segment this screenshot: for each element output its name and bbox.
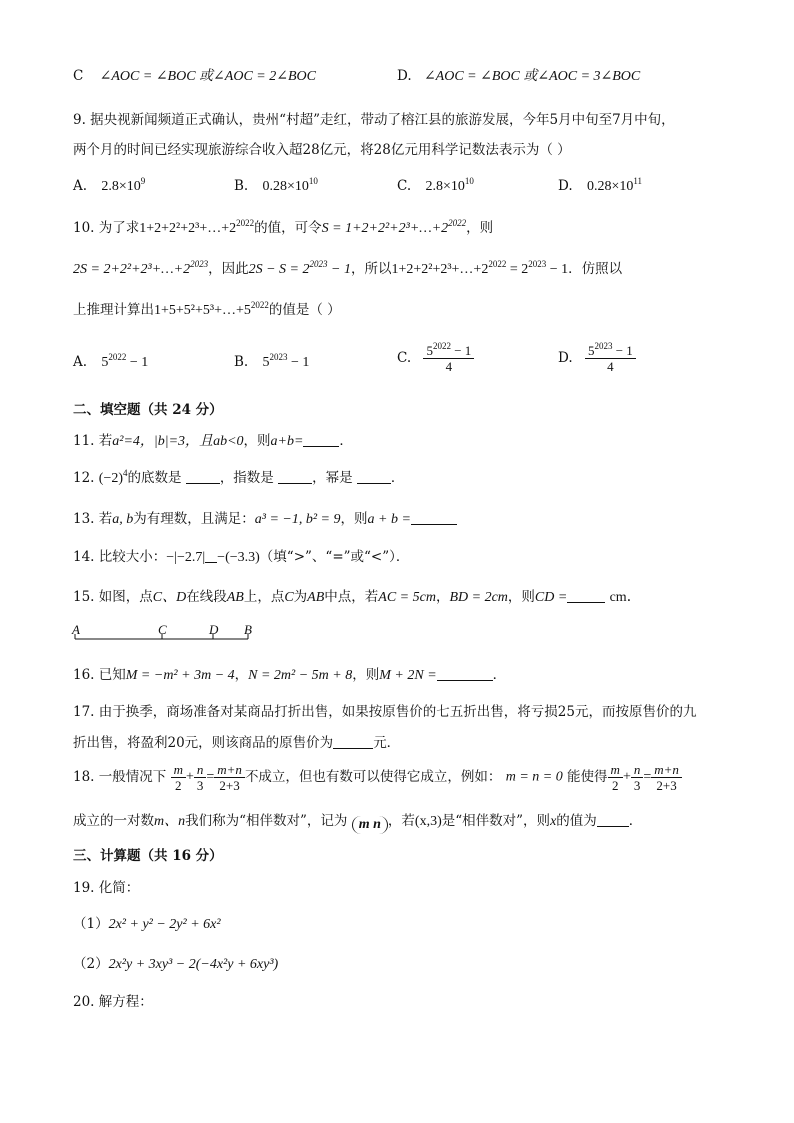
text: 元．	[373, 735, 401, 751]
text: ，则	[352, 667, 380, 683]
expr-exponent: 2022	[250, 300, 269, 310]
expr: N = 2m² − 5m + 8	[248, 668, 353, 683]
option-exponent: 11	[633, 176, 643, 186]
text: ，因此	[208, 261, 249, 277]
option-mantissa: 2.8×10	[101, 179, 141, 194]
fraction-n-over-3	[194, 762, 207, 793]
text: 能使得	[567, 768, 608, 785]
expr-base: S = 1+2+2²+2³+…+2	[321, 221, 449, 236]
expr: m = n = 0	[505, 769, 563, 785]
fraction-numerator	[423, 343, 474, 359]
answer-blank[interactable]	[437, 668, 493, 681]
part-label: （1）	[73, 916, 109, 932]
option-text	[101, 352, 149, 370]
expr-base: (−2)	[98, 471, 124, 486]
equals-sign: =	[206, 769, 215, 785]
pair-notation: m n	[352, 816, 388, 834]
option-text: ∠AOC = ∠BOC 或∠AOC = 3∠BOC	[423, 69, 641, 84]
text: ．仿照以	[568, 261, 623, 277]
expr: a+b=	[270, 434, 304, 449]
text: 的值为	[556, 813, 597, 829]
answer-blank[interactable]	[357, 471, 391, 484]
fraction-numerator: m+n	[214, 762, 245, 778]
expr: AB	[226, 590, 244, 605]
answer-blank[interactable]	[303, 434, 339, 447]
q14	[73, 550, 409, 565]
q16	[73, 668, 506, 683]
expr-tail: − 1	[327, 262, 351, 277]
option-label: D.	[558, 178, 573, 194]
fraction-denominator: 2	[175, 778, 182, 793]
text: 14. 比较大小：	[73, 549, 167, 565]
fraction-numerator	[585, 343, 636, 359]
q10-line3	[73, 300, 341, 318]
fraction-numerator: n	[631, 762, 644, 778]
q18-line2	[73, 814, 642, 834]
option-label: C.	[397, 349, 412, 366]
q8-option-c	[73, 70, 316, 84]
option-label: D.	[397, 68, 412, 84]
answer-blank[interactable]	[205, 550, 217, 563]
text: 不成立，但也有数可以使得它成立，例如：	[244, 768, 502, 785]
q9-line2: 两个月的时间已经实现旅游综合收入超28亿元，将28亿元用科学记数法表示为（ ）	[73, 142, 571, 158]
option-label: A.	[73, 354, 88, 370]
text: ，	[234, 667, 249, 683]
point-label-c: C	[158, 622, 167, 637]
expr: m、n	[154, 814, 186, 829]
option-base: 5	[101, 355, 109, 370]
fraction-denominator: 2+3	[656, 778, 677, 793]
equals-sign: =	[643, 769, 652, 785]
fraction-denominator: 2	[611, 778, 619, 793]
fraction-sum	[214, 762, 245, 793]
option-tail: − 1	[287, 355, 310, 370]
option-text	[586, 176, 643, 194]
q19-part2	[73, 958, 278, 972]
text: 13. 若	[73, 511, 113, 527]
fraction-numerator: n	[194, 762, 207, 778]
text: ．	[339, 433, 353, 449]
q15	[73, 590, 641, 605]
expr-tail: = 2	[506, 262, 529, 277]
q13	[73, 512, 457, 527]
section-heading-calculation: 三、计算题（共 16 分）	[73, 848, 223, 864]
expr: M = −m² + 3m − 4	[125, 668, 235, 683]
expr: AC = 5cm	[378, 590, 436, 605]
fraction-numerator: m+n	[651, 762, 682, 778]
num-base: 5	[426, 343, 433, 358]
fraction-m-over-2	[608, 762, 623, 793]
text: 18. 一般情况下	[73, 768, 167, 785]
fraction	[423, 343, 474, 374]
expr-exponent: 2023	[309, 259, 328, 269]
expr: −|−2.7|	[166, 550, 206, 565]
text: 的值，可令	[254, 220, 322, 236]
expr-base: 2S − S = 2	[248, 262, 310, 277]
q10-option-d	[558, 343, 636, 374]
option-label: B.	[234, 354, 249, 370]
option-exponent: 10	[308, 176, 318, 186]
fraction-sum	[651, 762, 682, 793]
text: （填“>”、“=”或“<”）．	[259, 549, 410, 565]
text: ，幂是	[312, 470, 353, 486]
q19-title: 19. 化简：	[73, 880, 140, 896]
text: 12.	[73, 470, 95, 486]
expr: ab<0	[213, 434, 244, 449]
fraction-m-over-2	[171, 762, 186, 793]
option-exponent: 9	[140, 176, 146, 186]
text: 为	[293, 589, 308, 605]
expr	[98, 468, 128, 486]
expr: C	[284, 590, 294, 605]
fraction-numerator: m	[171, 762, 186, 778]
option-tail: − 1	[126, 355, 149, 370]
text: 15. 如图，点	[73, 589, 153, 605]
text: 我们称为“相伴数对”，记为	[185, 813, 348, 829]
q17-line2	[73, 736, 400, 751]
answer-blank[interactable]	[186, 471, 220, 484]
option-label: D.	[558, 349, 573, 366]
option-text	[262, 352, 310, 370]
answer-blank[interactable]	[411, 512, 457, 525]
text: ．	[390, 470, 405, 486]
text: ，指数是	[219, 470, 274, 486]
point-label-a: A	[72, 622, 80, 637]
expr: BD = 2cm	[449, 590, 508, 605]
expr-exponent: 2023	[190, 259, 209, 269]
part-label: （2）	[73, 956, 109, 972]
fraction-denominator: 2+3	[219, 778, 240, 793]
text: 为有理数，且满足：	[133, 511, 255, 527]
expr: a³ = −1, b² = 9	[254, 512, 341, 527]
num-exponent: 2023	[594, 341, 613, 351]
fraction-denominator: 3	[196, 778, 204, 793]
expr: a²=4，|b|=3，且	[112, 434, 214, 449]
segment-figure	[72, 622, 262, 644]
segment-line	[72, 622, 262, 644]
option-exponent: 2023	[269, 352, 288, 362]
text: ．	[628, 813, 643, 829]
fraction-denominator: 4	[445, 359, 453, 374]
text: 中点，若	[324, 589, 379, 605]
fraction-n-over-3	[631, 762, 644, 793]
text: 的底数是	[127, 470, 182, 486]
q10-option-a	[73, 352, 149, 370]
text: 上推理计算出	[73, 302, 154, 318]
expr	[248, 259, 351, 277]
expr-exponent: 4	[123, 468, 128, 478]
fraction-numerator: m	[608, 762, 623, 778]
option-text	[101, 176, 146, 194]
option-mantissa: 0.28×10	[262, 179, 309, 194]
text: 上，点	[243, 589, 285, 605]
option-base: 5	[262, 355, 270, 370]
expr: a, b	[112, 512, 134, 527]
text: ，若	[387, 813, 415, 829]
fraction	[585, 343, 636, 374]
text: 11. 若	[73, 433, 113, 449]
text: 成立的一对数	[73, 813, 154, 829]
q9-option-d	[558, 176, 643, 194]
option-exponent: 2022	[108, 352, 127, 362]
expr	[391, 259, 569, 277]
text: 折出售，将盈利20元，则该商品的原售价为	[73, 735, 334, 751]
num-tail: − 1	[612, 343, 633, 358]
point-label-d: D	[209, 622, 219, 637]
expr: x	[550, 814, 557, 829]
expr: (x,3)	[414, 814, 442, 829]
text: ．	[492, 667, 507, 683]
expr-base: 1+2+2²+2³+…+2	[139, 221, 237, 236]
expr	[73, 259, 209, 277]
q20-title: 20. 解方程：	[73, 994, 153, 1010]
answer-blank[interactable]	[278, 471, 312, 484]
q9-line1: 9. 据央视新闻频道正式确认，贵州“村超”走红，带动了榕江县的旅游发展，今年5月中旬至7月中旬，	[73, 112, 675, 128]
fraction-denominator: 3	[633, 778, 641, 793]
expr-base: 1+2+2²+2³+…+2	[391, 262, 489, 277]
text: ，	[435, 589, 450, 605]
expr-base: 2S = 2+2²+2³+…+2	[73, 262, 191, 277]
q11	[73, 434, 353, 449]
text: 10. 为了求	[73, 220, 140, 236]
expr	[154, 300, 269, 318]
expr: CD =	[534, 590, 568, 605]
plus-sign: +	[185, 769, 194, 785]
expr: C、D	[152, 590, 187, 605]
expr	[139, 218, 255, 236]
option-mantissa: 2.8×10	[425, 179, 465, 194]
num-exponent: 2022	[432, 341, 451, 351]
point-label-b: B	[244, 622, 252, 637]
option-exponent: 10	[464, 176, 474, 186]
q10-line2	[73, 259, 623, 277]
expr-exponent: 2022	[488, 259, 507, 269]
expr-exponent: 2022	[448, 218, 467, 228]
expr: −(−3.3)	[217, 550, 260, 565]
q19-part1	[73, 918, 221, 932]
q10-line1	[73, 218, 494, 236]
option-text	[262, 176, 318, 194]
num-base: 5	[587, 343, 595, 358]
option-label: C	[73, 68, 84, 84]
text: 在线段	[186, 589, 227, 605]
text: ，则	[507, 589, 535, 605]
q10-option-b	[234, 352, 310, 370]
expr: M + 2N =	[379, 668, 437, 683]
expr: 2x² + y² − 2y² + 6x²	[108, 917, 221, 932]
q9-option-c	[397, 176, 474, 194]
option-label: B.	[234, 178, 249, 194]
option-text: ∠AOC = ∠BOC 或∠AOC = 2∠BOC	[99, 69, 316, 84]
text: ，则	[466, 220, 494, 236]
q10-option-c	[397, 343, 474, 374]
num-tail: − 1	[450, 343, 472, 358]
text: 是“相伴数对”，则	[441, 813, 551, 829]
q17-line1: 17. 由于换季，商场准备对某商品打折出售，如果按原售价的七五折出售，将亏损25元，而按原售价的九	[73, 704, 697, 720]
q8-option-d	[397, 70, 640, 84]
expr	[321, 218, 467, 236]
q9-option-b	[234, 176, 318, 194]
expr-base: 1+5+5²+5³+…+5	[154, 303, 251, 318]
text: cm．	[609, 590, 641, 605]
answer-blank[interactable]	[597, 814, 629, 827]
expr: 2x²y + 3xy³ − 2(−4x²y + 6xy³)	[108, 957, 279, 972]
q12	[73, 468, 405, 486]
option-label: A.	[73, 178, 88, 194]
q9-option-a	[73, 176, 146, 194]
option-label: C.	[397, 178, 412, 194]
expr-exponent: 2022	[236, 218, 255, 228]
expr: a + b =	[367, 512, 411, 527]
option-text	[425, 176, 474, 194]
fraction-denominator: 4	[607, 359, 614, 374]
text: ，则	[243, 433, 271, 449]
text: 的值是（ ）	[268, 302, 341, 318]
text: ，则	[340, 511, 368, 527]
text: ，所以	[350, 261, 392, 277]
expr-tail: − 1	[546, 262, 569, 277]
answer-blank[interactable]	[567, 590, 605, 603]
plus-sign: +	[622, 769, 631, 785]
expr-exponent: 2023	[528, 259, 547, 269]
expr: AB	[307, 590, 325, 605]
answer-blank[interactable]	[333, 736, 373, 749]
option-mantissa: 0.28×10	[586, 179, 634, 194]
text: 16. 已知	[73, 667, 126, 683]
q18-line1	[73, 762, 682, 793]
section-heading-fill-in: 二、填空题（共 24 分）	[73, 402, 223, 418]
